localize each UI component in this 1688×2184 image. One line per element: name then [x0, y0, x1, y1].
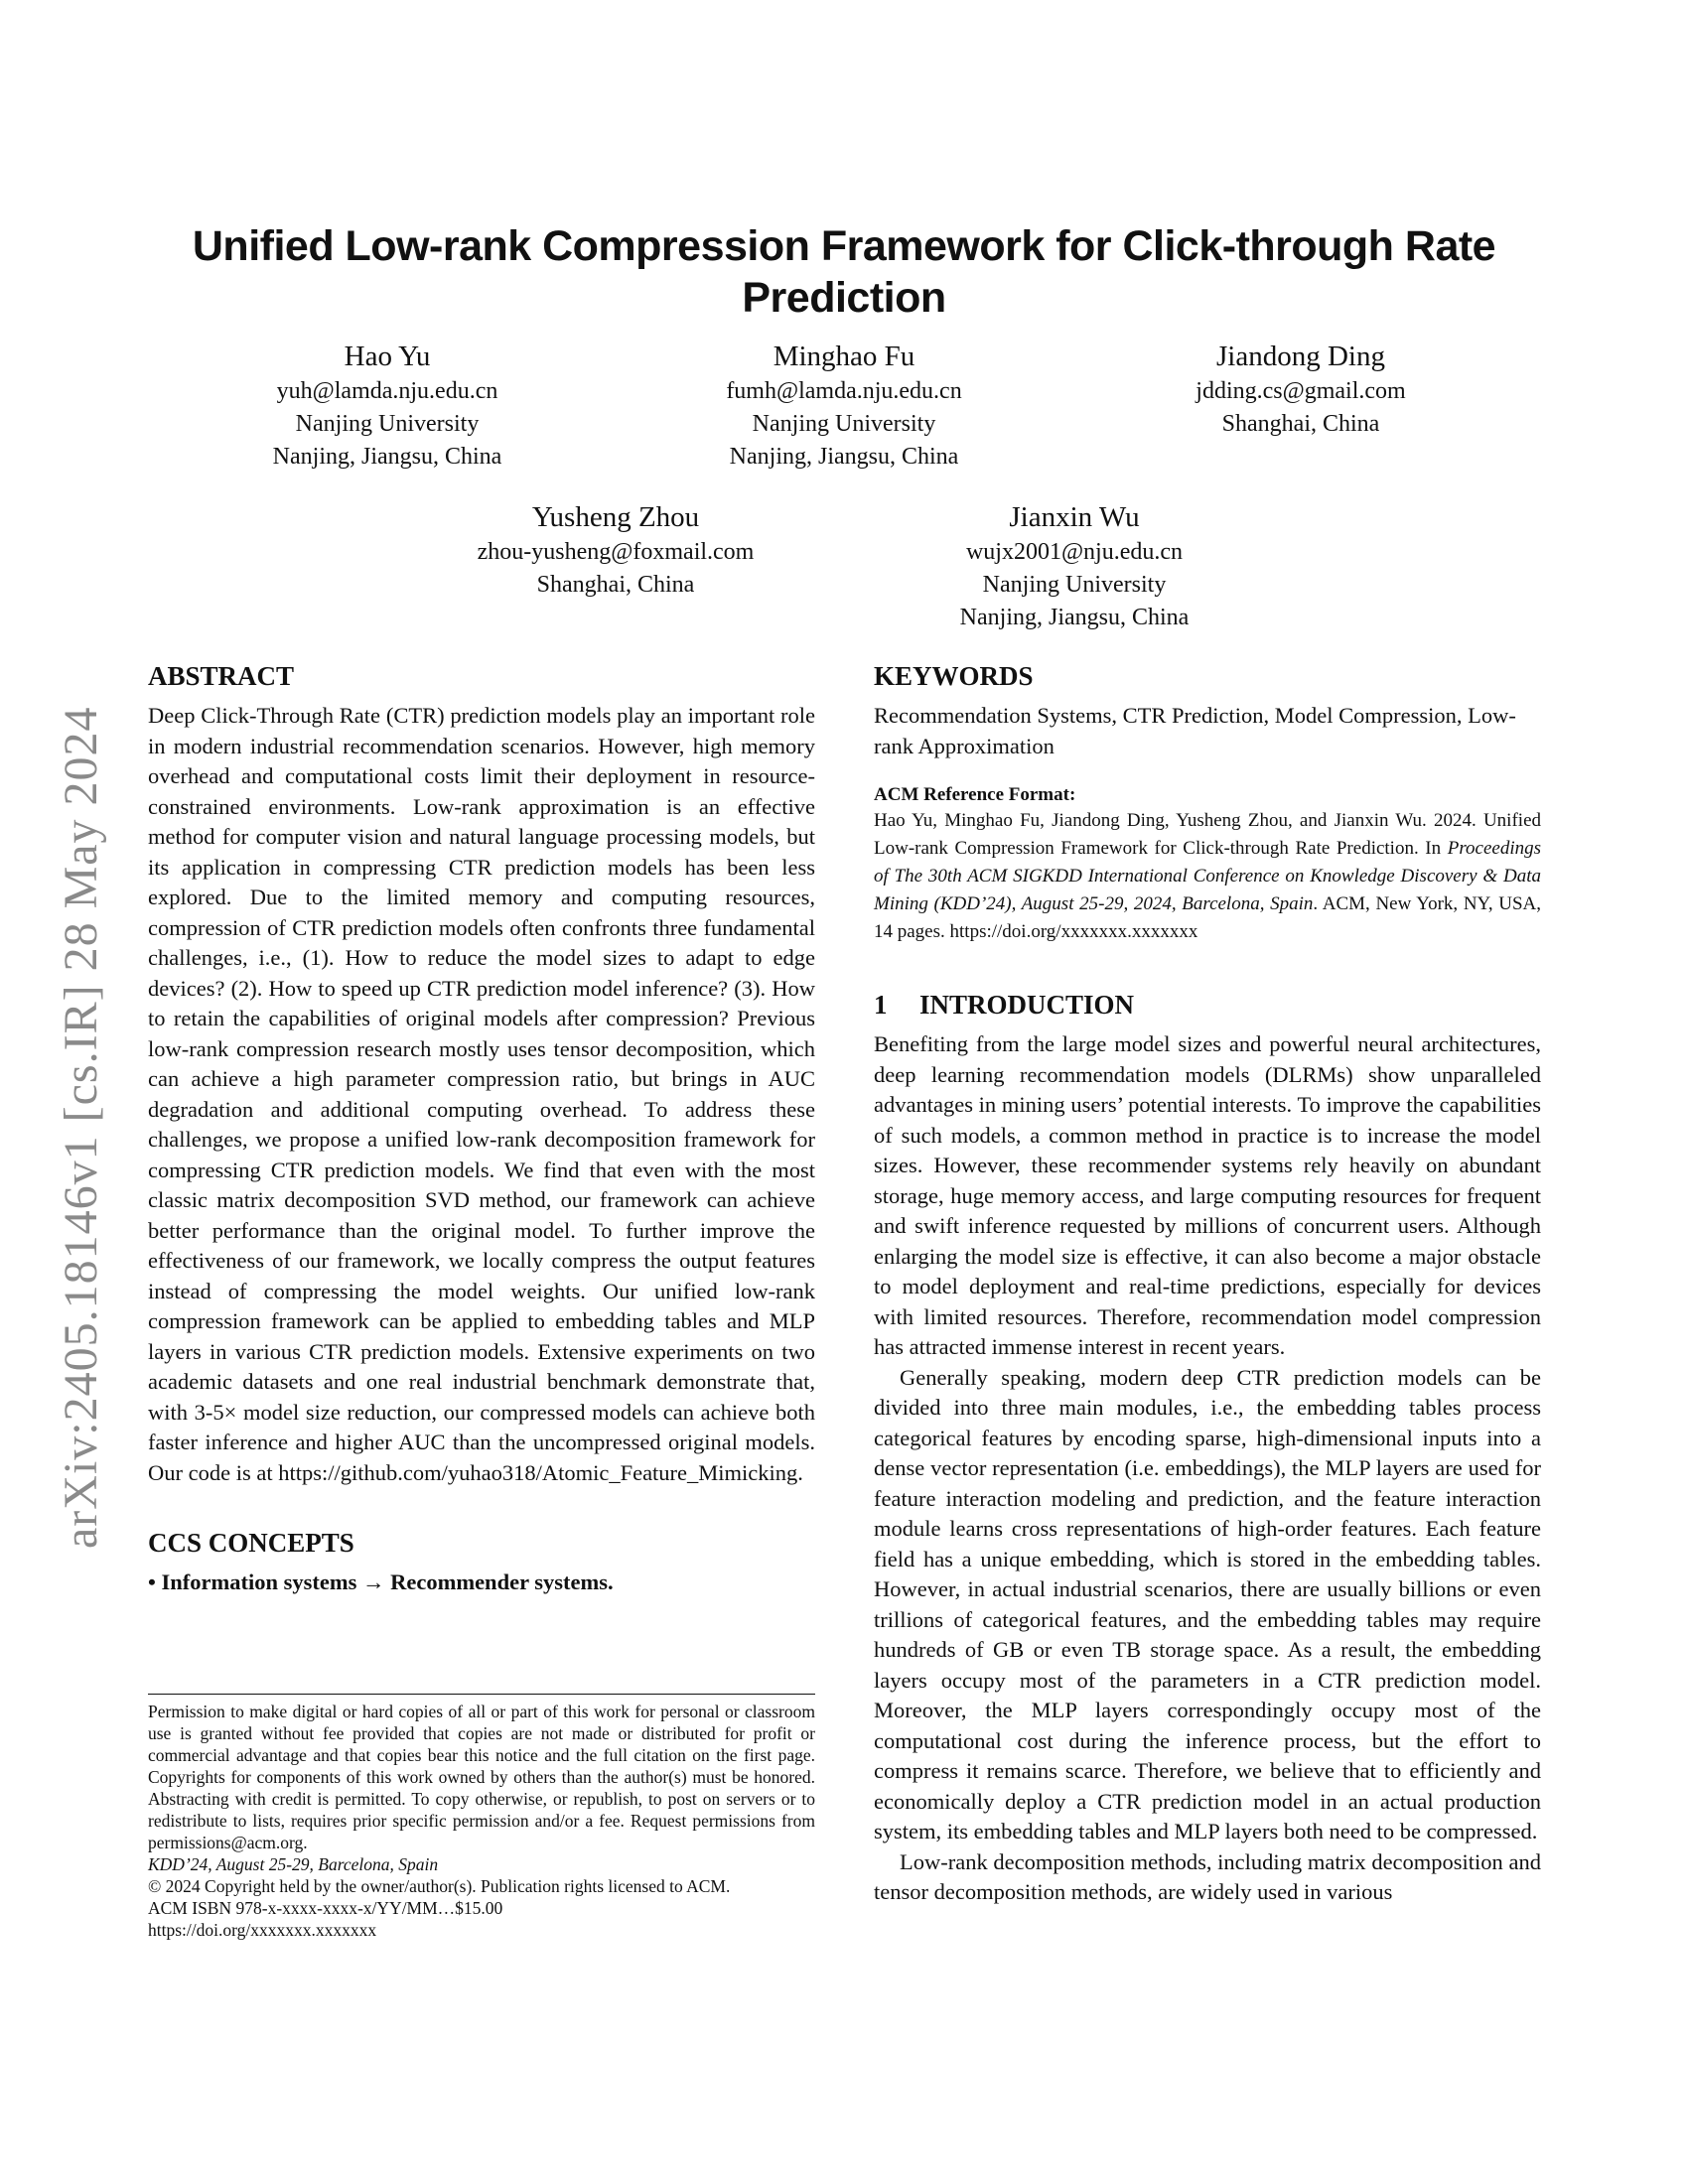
keywords-text: Recommendation Systems, CTR Prediction, Model Compression, Low-rank Approximation: [874, 703, 1516, 758]
arxiv-stamp: arXiv:2405.18146v1 [cs.IR] 28 May 2024: [55, 706, 107, 1549]
copyright-line: © 2024 Copyright held by the owner/author(s). Publication rights licensed to ACM.: [148, 1876, 731, 1896]
author-location: Shanghai, China: [536, 572, 695, 598]
acm-reference-text: [874, 807, 1541, 946]
ccs-section: [148, 1526, 815, 1597]
isbn-line: ACM ISBN 978-x-xxxx-xxxx-x/YY/MM…$15.00: [148, 1898, 503, 1918]
author-email: wujx2001@nju.edu.cn: [965, 539, 1184, 565]
ccs-heading: CCS CONCEPTS: [148, 1528, 354, 1558]
abstract-text: Deep Click-Through Rate (CTR) prediction models play an important role in modern industrial recommendation scenarios. However, high memory overhead and computational costs limit their deployment in resource-constrained environments. Low-rank approximation is an effective method for computer vision and natural language processing models, but its application in compressing CTR prediction models has been less explored. Due to the limited memory and computing resources, compression of CTR prediction models often confronts three fundamental challenges, i.e., (1). How to reduce the model sizes to adapt to edge devices? (2). How to speed up CTR prediction model inference? (3). How to retain the capabilities of original models after compression? Previous low-rank compression research mostly uses tensor decomposition, which can achieve a high parameter compression ratio, but brings in AUC degradation and additional computing overhead. To address these challenges, we propose a unified low-rank decomposition framework for compressing CTR prediction models. We find that even with the most classic matrix decomposition SVD method, our framework can achieve better performance than the original model. To further improve the effectiveness of our framework, we locally compress the output features instead of compressing the model weights. Our unified low-rank compression framework can be applied to embedding tables and MLP layers in various CTR prediction models. Extensive experiments on two academic datasets and one real industrial benchmark demonstrate that, with 3-5× model size reduction, our compressed models can achieve both faster inference and higher AUC than the uncompressed original models. Our code is at https://github.com/yuhao318/Atomic_Feature_Mimicking.: [148, 703, 815, 1485]
paper-title: Unified Low-rank Compression Framework for Click-through Rate Prediction: [192, 222, 1496, 322]
author-email: yuh@lamda.nju.edu.cn: [276, 378, 498, 404]
intro-paragraph: Benefiting from the large model sizes and powerful neural architectures, deep learning recommendation models (DLRMs) show unparalleled advantages in mining users’ potential interests. To improve the capabilities of such models, a common method in practice is to increase the model sizes. However, these recommender systems rely heavily on abundant storage, huge memory access, and large computing resources for frequent and swift inference requested by millions of concurrent users. Although enlarging the model size is effective, it can also become a major obstacle to model deployment and real-time predictions, especially for devices with limited resources. Therefore, recommendation model compression has attracted immense interest in recent years.: [874, 1031, 1541, 1359]
author-block: [1102, 338, 1499, 441]
introduction-heading: [874, 988, 1541, 1022]
author-affiliation: Nanjing University: [295, 411, 480, 437]
author-email: jdding.cs@gmail.com: [1196, 378, 1406, 404]
reference-authors-title: Hao Yu, Minghao Fu, Jiandong Ding, Yusheng Zhou, and Jianxin Wu. 2024. Unified Low-rank Compression Framework for Click-through Rate Prediction. In: [874, 810, 1541, 859]
author-name: Minghao Fu: [773, 341, 915, 372]
author-email: fumh@lamda.nju.edu.cn: [726, 378, 962, 404]
author-name: Jianxin Wu: [1009, 501, 1140, 533]
intro-paragraph: Generally speaking, modern deep CTR prediction models can be divided into three main modules, i.e., the embedding tables process categorical features by encoding sparse, high-dimensional inputs into a dense vector representation (i.e. embeddings), the MLP layers are used for feature interaction modeling and prediction, and the feature interaction module learns cross representations of high-order features. Each feature field has a unique embedding, which is stored in the embedding tables. However, in actual industrial scenarios, there are usually billions or even trillions of categorical features, and the embedding tables may require hundreds of GB or even TB storage space. As a result, the embedding layers occupy most of the parameters in a CTR prediction model. Moreover, the MLP layers correspondingly occupy most of the computational cost during the inference process, but the effort to compress it remains scarce. Therefore, we believe that to efficiently and economically deploy a CTR prediction model in an actual production system, its embedding tables and MLP layers both need to be compressed.: [874, 1364, 1541, 1843]
keywords-section: [874, 659, 1541, 761]
section-number: 1: [874, 990, 888, 1020]
venue-line: KDD’24, August 25-29, Barcelona, Spain: [148, 1854, 439, 1874]
acm-reference-section: [874, 783, 1541, 946]
reference-proceedings: Proceedings of The 30th ACM SIGKDD International Conference on Knowledge Discovery & Data Mining (KDD’24), August 25-29, 2024, Barcelona, Spain: [874, 838, 1541, 914]
intro-paragraph: Low-rank decomposition methods, including matrix decomposition and tensor decomposition methods, are widely used in various: [874, 1848, 1541, 1904]
author-email: zhou-yusheng@foxmail.com: [477, 539, 755, 565]
author-name: Jiandong Ding: [1216, 341, 1385, 372]
left-column: [148, 659, 815, 1597]
abstract-section: [148, 659, 815, 1488]
introduction-section: [874, 988, 1541, 1908]
right-column: [874, 659, 1541, 1908]
author-block: [645, 338, 1043, 474]
footnote-divider: [148, 1694, 815, 1695]
author-location: Shanghai, China: [1221, 411, 1380, 437]
acm-reference-heading: ACM Reference Format:: [874, 784, 1076, 805]
author-name: Yusheng Zhou: [531, 501, 700, 533]
author-block: [417, 498, 814, 602]
author-block: [876, 498, 1273, 634]
reference-publisher-doi: . ACM, New York, NY, USA, 14 pages. https://doi.org/xxxxxxx.xxxxxxx: [874, 893, 1541, 942]
copyright-footnote: [148, 1694, 815, 1941]
doi-link[interactable]: https://doi.org/xxxxxxx.xxxxxxx: [148, 1920, 377, 1940]
author-affiliation: Nanjing University: [752, 411, 936, 437]
author-location: Nanjing, Jiangsu, China: [959, 605, 1190, 630]
author-location: Nanjing, Jiangsu, China: [729, 444, 959, 470]
abstract-heading: ABSTRACT: [148, 661, 295, 691]
ccs-concept: • Information systems → Recommender systems.: [148, 1570, 614, 1594]
section-title: INTRODUCTION: [919, 990, 1135, 1020]
author-location: Nanjing, Jiangsu, China: [272, 444, 502, 470]
author-affiliation: Nanjing University: [982, 572, 1167, 598]
author-block: [189, 338, 586, 474]
author-name: Hao Yu: [344, 341, 431, 372]
permission-notice: Permission to make digital or hard copies of all or part of this work for personal or classroom use is granted without fee provided that copies are not made or distributed for profit or commercial advantage and that copies bear this notice and the full citation on the first page. Copyrights for components of this work owned by others than the author(s) must be honored. Abstracting with credit is permitted. To copy otherwise, or republish, to post on servers or to redistribute to lists, requires prior specific permission and/or a fee. Request permissions from permissions@acm.org.: [148, 1702, 815, 1852]
keywords-heading: KEYWORDS: [874, 661, 1034, 691]
